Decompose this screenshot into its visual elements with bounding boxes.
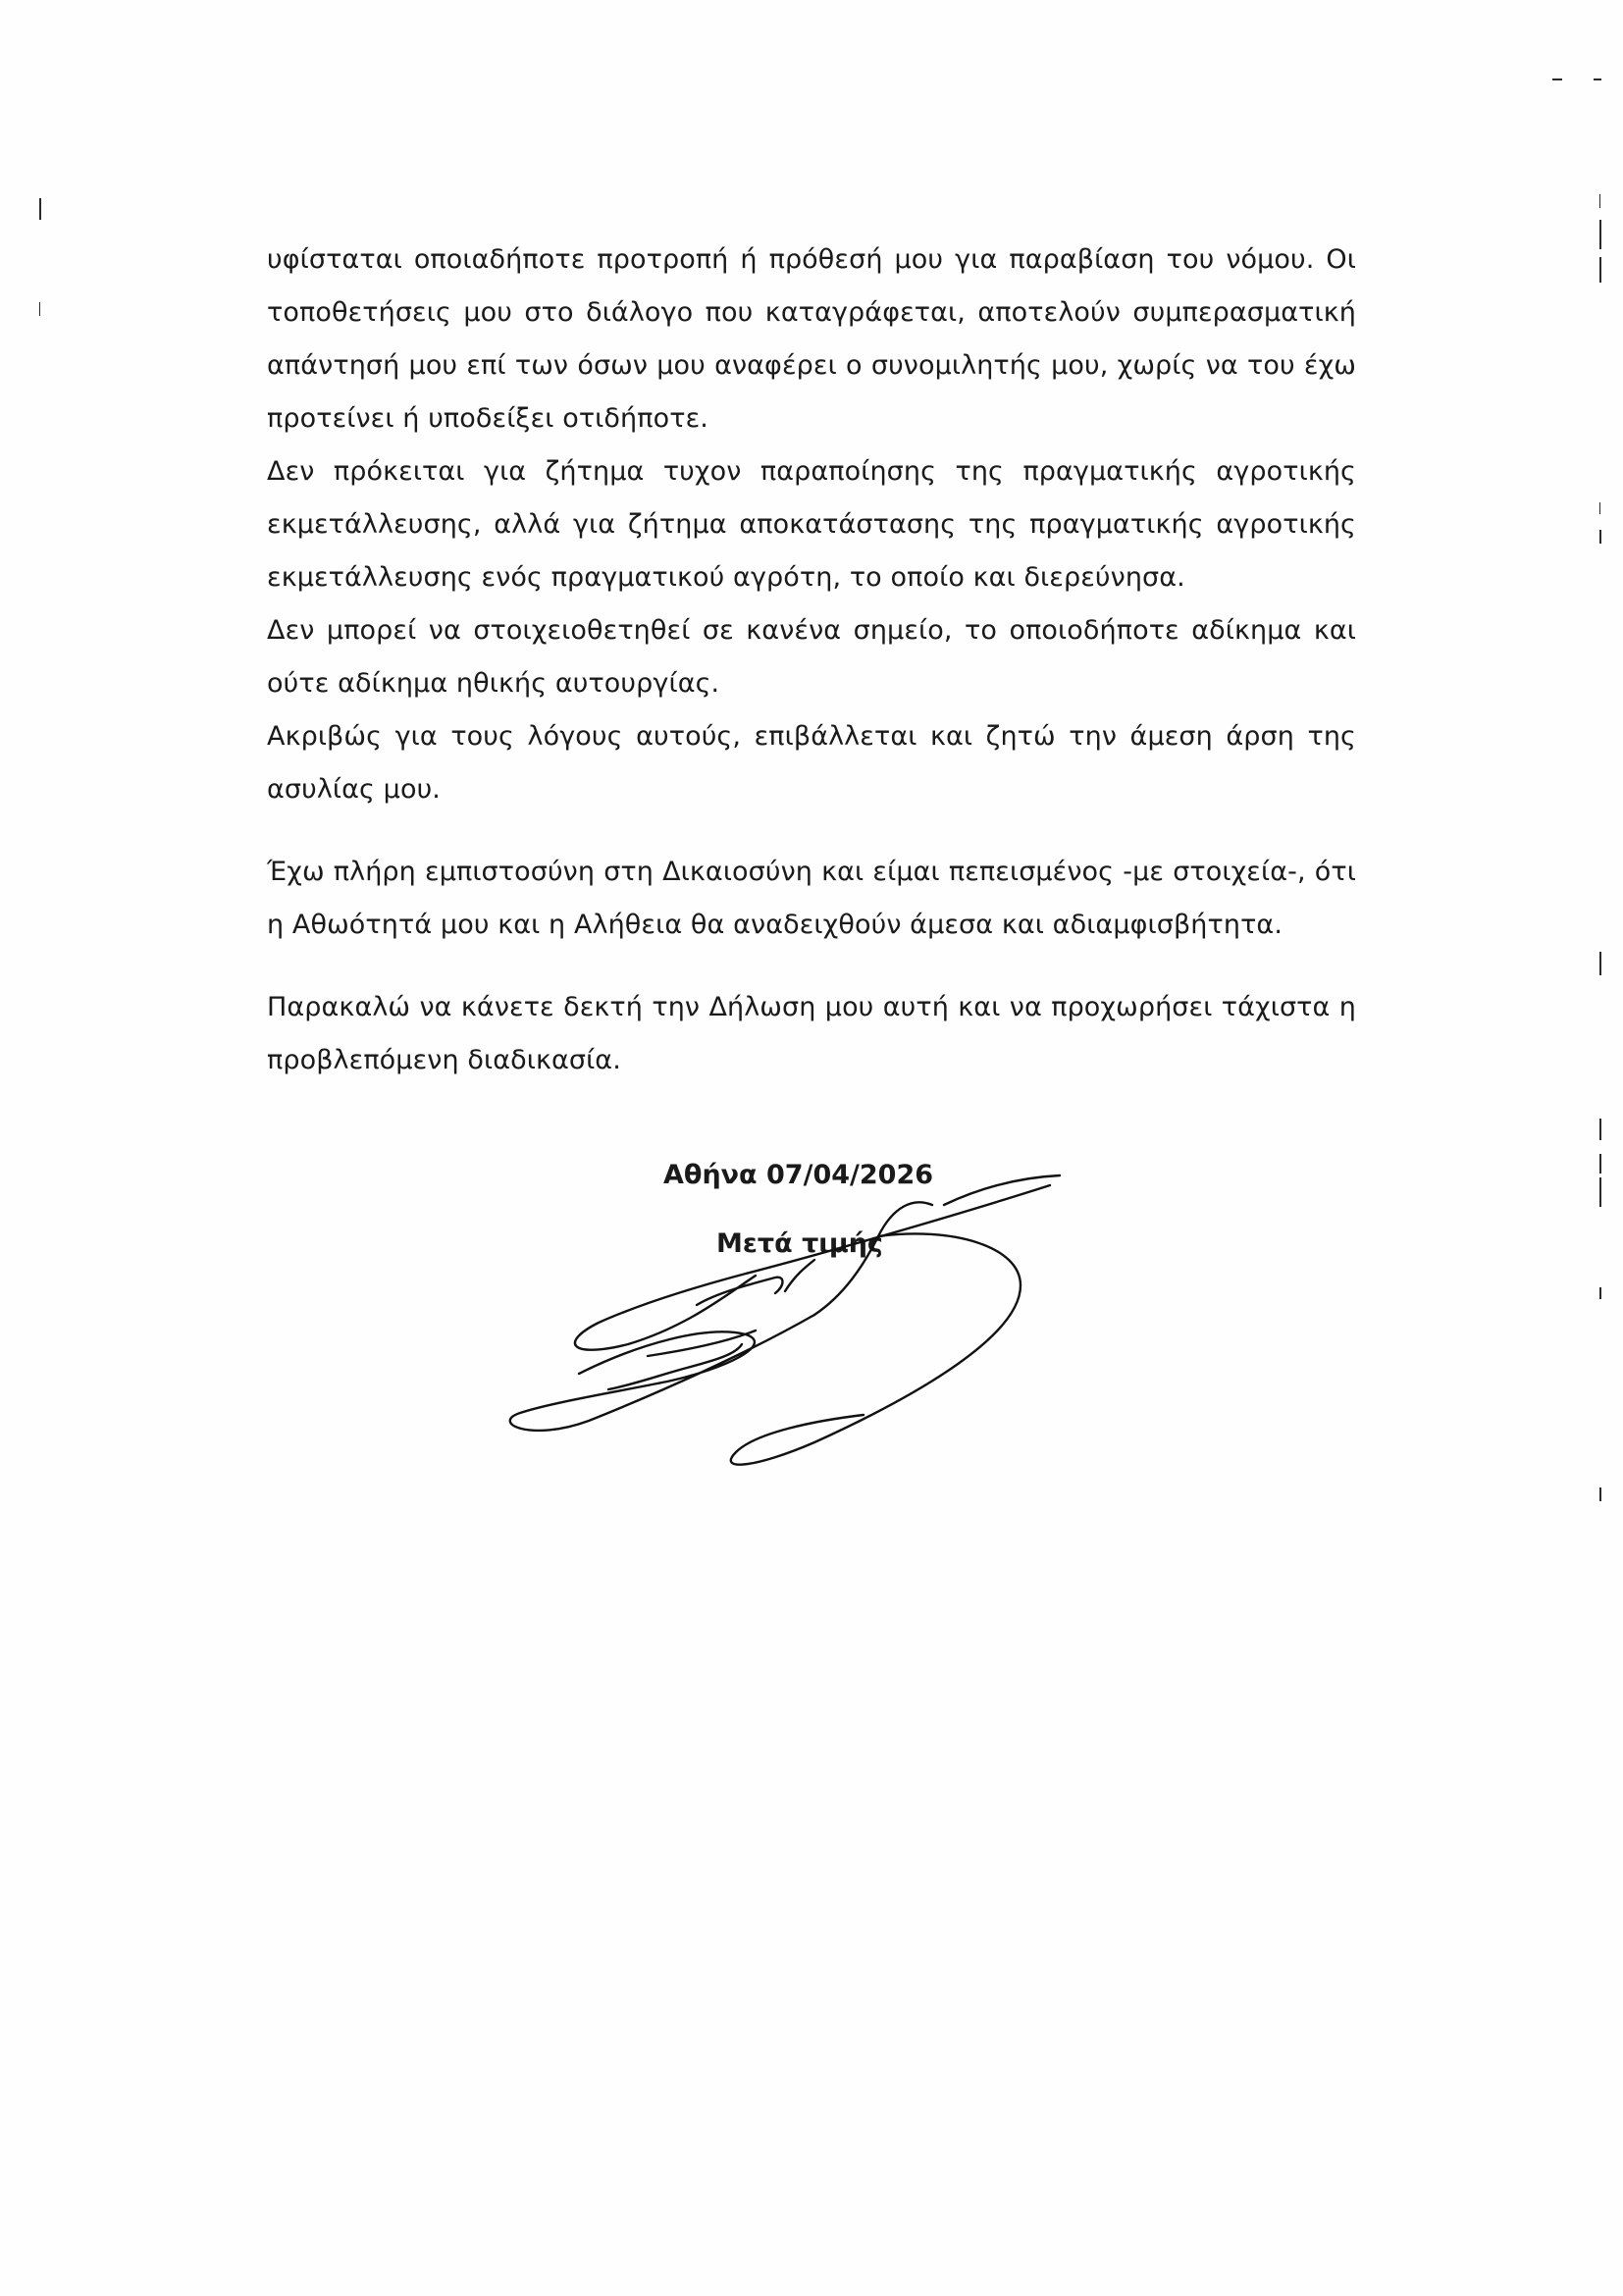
paragraph-intent: υφίσταται οποιαδήποτε προτροπή ή πρόθεσή μου για παραβίαση του νόμου. Οι τοποθετήσεις μου στο διάλογο που καταγράφεται, αποτελούν συμπερασματική απάντησή μου επί των όσων μου αναφέρει ο συνομιλητής μου, χωρίς να του έχω προτείνει ή υποδείξει οτιδήποτε. <box>267 244 1356 434</box>
scan-mark <box>1599 1487 1601 1501</box>
scan-mark <box>39 198 41 220</box>
signature-image <box>491 1158 1079 1491</box>
paragraph-immunity: Ακριβώς για τους λόγους αυτούς, επιβάλλεται και ζητώ την άμεση άρση της ασυλίας μου. <box>267 721 1356 805</box>
place-date: Αθήνα 07/04/2026 <box>663 1160 934 1190</box>
scan-mark <box>1599 530 1601 544</box>
scan-mark <box>1599 502 1600 514</box>
declaration-body <box>267 234 1356 1087</box>
scan-mark <box>1599 1177 1601 1207</box>
paragraph-request: Παρακαλώ να κάνετε δεκτή την Δήλωση μου αυτή και να προχωρήσει τάχιστα η προβλεπόμενη διαδικασία. <box>267 992 1356 1075</box>
scan-mark <box>1599 220 1601 249</box>
paragraph-exploitation: Δεν πρόκειται για ζήτημα τυχον παραποίησης της πραγματικής αγροτικής εκμετάλλευσης, αλλά για ζήτημα αποκατάστασης της πραγματικής αγροτικής εκμετάλλευσης ενός πραγματικού αγρότη, το οποίο και διερεύνησα. <box>267 456 1356 593</box>
paragraph-no-offence: Δεν μπορεί να στοιχειοθετηθεί σε κανένα σημείο, το οποιοδήποτε αδίκημα και ούτε αδίκημα ηθικής αυτουργίας. <box>267 615 1356 699</box>
scan-mark <box>1594 78 1601 80</box>
scan-mark <box>1599 194 1600 208</box>
closing-regards: Μετά τιμής <box>716 1228 883 1259</box>
scan-mark <box>39 302 40 316</box>
scan-mark <box>1599 257 1601 283</box>
scan-mark <box>1552 78 1562 80</box>
paragraph-trust: Έχω πλήρη εμπιστοσύνη στη Δικαιοσύνη και είμαι πεπεισμένος -με στοιχεία-, ότι η Αθωότητά μου και η Αλήθεια θα αναδειχθούν άμεσα και αδιαμφισβήτητα. <box>267 857 1356 940</box>
scan-mark <box>1599 1119 1601 1140</box>
scan-mark <box>1599 1154 1601 1174</box>
scan-mark <box>1599 1287 1601 1299</box>
scan-mark <box>1599 952 1601 975</box>
